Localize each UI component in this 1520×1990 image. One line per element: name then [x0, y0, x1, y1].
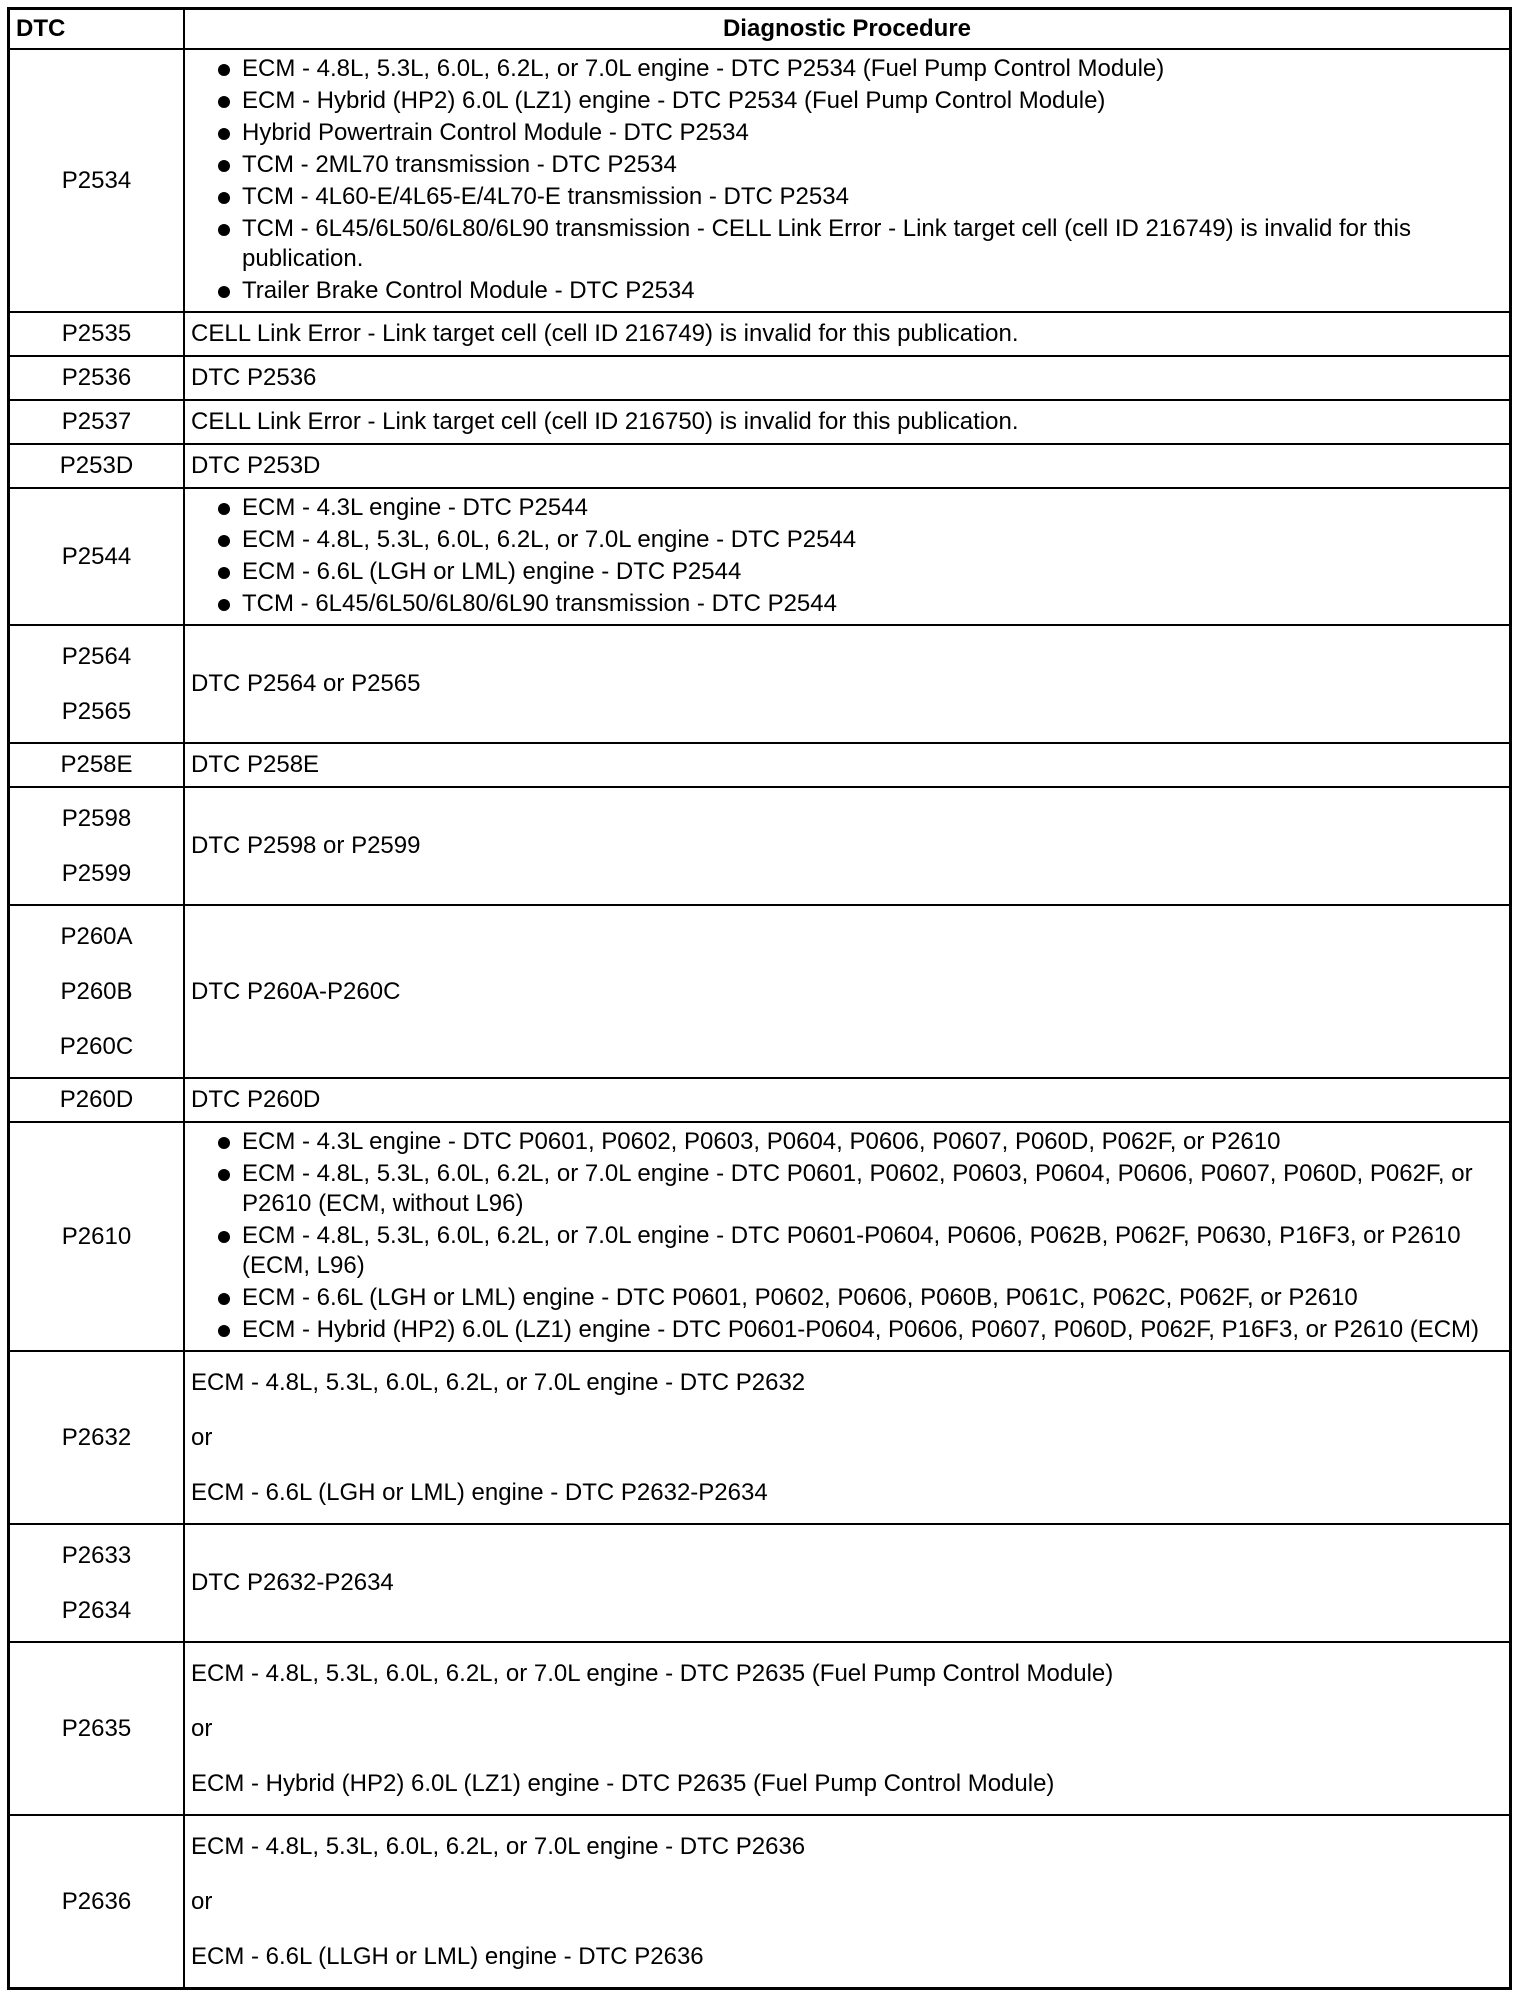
- bullet-dot-icon: [218, 1325, 230, 1337]
- dtc-code-cell: [9, 1524, 185, 1642]
- bullet-dot-icon: [218, 1231, 230, 1243]
- dtc-code: P2634: [61, 1597, 132, 1624]
- dtc-code: P2635: [61, 1714, 132, 1742]
- procedure-cell: [184, 312, 1511, 356]
- dtc-table: [7, 7, 1512, 1990]
- procedure-bullet-text: TCM - 4L60-E/4L65-E/4L70-E transmission - DTC P2534: [242, 183, 849, 210]
- procedure-cell: [184, 1642, 1511, 1815]
- procedure-cell: [184, 356, 1511, 400]
- bullet-dot-icon: [218, 96, 230, 108]
- procedure-bullet-list: [191, 54, 1499, 306]
- table-row: [9, 356, 1511, 400]
- procedure-bullet-text: ECM - 4.3L engine - DTC P2544: [242, 494, 588, 521]
- procedure-bullet-item: [215, 182, 1499, 212]
- procedure-bullet-text: ECM - 6.6L (LGH or LML) engine - DTC P0601, P0602, P0606, P060B, P061C, P062C, P062F, or P2610: [242, 1284, 1358, 1311]
- header-diagnostic-procedure: Diagnostic Procedure: [184, 9, 1511, 50]
- table-row: [9, 488, 1511, 625]
- procedure-alternative: ECM - Hybrid (HP2) 6.0L (LZ1) engine - DTC P2635 (Fuel Pump Control Module): [191, 1770, 1055, 1797]
- procedure-bullet-text: TCM - 6L45/6L50/6L80/6L90 transmission - DTC P2544: [242, 590, 837, 617]
- procedure-alternative: ECM - 4.8L, 5.3L, 6.0L, 6.2L, or 7.0L engine - DTC P2636: [191, 1833, 806, 1860]
- bullet-dot-icon: [218, 567, 230, 579]
- dtc-code: P260C: [59, 1033, 134, 1060]
- dtc-code-cell: [9, 1351, 185, 1524]
- dtc-code: P2535: [61, 320, 132, 347]
- procedure-text: DTC P258E: [191, 751, 320, 778]
- dtc-code: P2565: [61, 698, 132, 725]
- dtc-code-cell: [9, 1815, 185, 1989]
- procedure-alternative: ECM - 6.6L (LLGH or LML) engine - DTC P2636: [191, 1943, 704, 1970]
- dtc-code-cell: [9, 1122, 185, 1351]
- bullet-dot-icon: [218, 1169, 230, 1181]
- dtc-code: P2544: [61, 542, 132, 570]
- procedure-text: DTC P2598 or P2599: [191, 832, 421, 859]
- procedure-text: DTC P2564 or P2565: [191, 670, 421, 697]
- dtc-code-cell: [9, 356, 185, 400]
- procedure-cell: [184, 1122, 1511, 1351]
- procedure-text: CELL Link Error - Link target cell (cell ID 216750) is invalid for this publication.: [191, 408, 1019, 435]
- table-row: [9, 49, 1511, 312]
- procedure-bullet-text: TCM - 6L45/6L50/6L80/6L90 transmission - CELL Link Error - Link target cell (cell ID 216749) is invalid for this publication.: [242, 215, 1411, 272]
- procedure-cell: [184, 400, 1511, 444]
- dtc-code: P2610: [61, 1222, 132, 1250]
- procedure-bullet-item: [215, 86, 1499, 116]
- dtc-code: P2598: [61, 805, 132, 832]
- procedure-bullet-text: ECM - 4.8L, 5.3L, 6.0L, 6.2L, or 7.0L engine - DTC P2544: [242, 526, 857, 553]
- dtc-code: P2636: [61, 1887, 132, 1915]
- dtc-code: P2536: [61, 364, 132, 391]
- bullet-dot-icon: [218, 1293, 230, 1305]
- bullet-dot-icon: [218, 64, 230, 76]
- dtc-code-cell: [9, 444, 185, 488]
- bullet-dot-icon: [218, 503, 230, 515]
- procedure-or-separator: or: [191, 1424, 213, 1451]
- dtc-code-cell: [9, 1642, 185, 1815]
- dtc-table-sheet: [7, 7, 1512, 1990]
- procedure-bullet-item: [215, 1127, 1499, 1157]
- procedure-cell: [184, 787, 1511, 905]
- dtc-code-cell: [9, 1078, 185, 1122]
- procedure-text: DTC P260A-P260C: [191, 977, 401, 1005]
- dtc-code: P258E: [60, 751, 133, 778]
- procedure-bullet-item: [215, 589, 1499, 619]
- procedure-bullet-item: [215, 1283, 1499, 1313]
- header-dtc: DTC: [9, 9, 185, 50]
- table-row: [9, 1351, 1511, 1524]
- procedure-cell: [184, 488, 1511, 625]
- table-body: [9, 49, 1511, 1989]
- procedure-cell: [184, 905, 1511, 1078]
- procedure-or-separator: or: [191, 1888, 213, 1915]
- procedure-bullet-text: Hybrid Powertrain Control Module - DTC P2534: [242, 119, 749, 146]
- dtc-code-cell: [9, 488, 185, 625]
- table-row: [9, 1078, 1511, 1122]
- dtc-code: P2633: [61, 1542, 132, 1569]
- procedure-bullet-text: ECM - 4.8L, 5.3L, 6.0L, 6.2L, or 7.0L engine - DTC P0601-P0604, P0606, P062B, P062F, P0630, P16F3, or P2610 (ECM, L96): [242, 1222, 1461, 1279]
- dtc-code: P2534: [61, 166, 132, 194]
- procedure-bullet-text: ECM - 6.6L (LGH or LML) engine - DTC P2544: [242, 558, 742, 585]
- bullet-dot-icon: [218, 224, 230, 236]
- bullet-dot-icon: [218, 128, 230, 140]
- table-row: [9, 905, 1511, 1078]
- procedure-cell: [184, 1078, 1511, 1122]
- procedure-cell: [184, 1524, 1511, 1642]
- dtc-code: P260B: [60, 978, 133, 1005]
- table-row: [9, 400, 1511, 444]
- procedure-bullet-list: [191, 1127, 1499, 1345]
- procedure-bullet-text: ECM - 4.8L, 5.3L, 6.0L, 6.2L, or 7.0L engine - DTC P0601, P0602, P0603, P0604, P0606, P0607, P060D, P062F, or P2610 (ECM, without L96): [242, 1160, 1473, 1217]
- table-row: [9, 1524, 1511, 1642]
- procedure-alternative: ECM - 4.8L, 5.3L, 6.0L, 6.2L, or 7.0L engine - DTC P2635 (Fuel Pump Control Module): [191, 1660, 1114, 1687]
- table-header-row: [9, 9, 1511, 50]
- dtc-code-cell: [9, 400, 185, 444]
- procedure-bullet-text: ECM - 4.3L engine - DTC P0601, P0602, P0603, P0604, P0606, P0607, P060D, P062F, or P2610: [242, 1128, 1281, 1155]
- dtc-code-cell: [9, 787, 185, 905]
- procedure-alternatives: [191, 1355, 1499, 1520]
- procedure-bullet-list: [191, 493, 1499, 619]
- procedure-or-separator: or: [191, 1715, 213, 1742]
- bullet-dot-icon: [218, 192, 230, 204]
- procedure-cell: [184, 1815, 1511, 1989]
- procedure-bullet-item: [215, 557, 1499, 587]
- procedure-text: DTC P2632-P2634: [191, 1569, 394, 1596]
- dtc-code: P260D: [59, 1086, 134, 1113]
- dtc-code-cell: [9, 312, 185, 356]
- dtc-code: P2599: [61, 860, 132, 887]
- dtc-code: P2564: [61, 643, 132, 670]
- table-row: [9, 444, 1511, 488]
- procedure-text: DTC P253D: [191, 452, 321, 479]
- table-row: [9, 1815, 1511, 1989]
- dtc-code: P2537: [61, 408, 132, 435]
- dtc-code-cell: [9, 49, 185, 312]
- procedure-bullet-item: [215, 150, 1499, 180]
- procedure-bullet-text: ECM - 4.8L, 5.3L, 6.0L, 6.2L, or 7.0L engine - DTC P2534 (Fuel Pump Control Module): [242, 55, 1165, 82]
- procedure-cell: [184, 1351, 1511, 1524]
- procedure-bullet-text: ECM - Hybrid (HP2) 6.0L (LZ1) engine - DTC P0601-P0604, P0606, P0607, P060D, P062F, P16F3, or P2610 (ECM): [242, 1316, 1480, 1343]
- procedure-alternative: ECM - 6.6L (LGH or LML) engine - DTC P2632-P2634: [191, 1479, 768, 1506]
- procedure-bullet-item: [215, 214, 1499, 274]
- bullet-dot-icon: [218, 1137, 230, 1149]
- procedure-text: CELL Link Error - Link target cell (cell ID 216749) is invalid for this publication.: [191, 320, 1019, 347]
- table-row: [9, 1122, 1511, 1351]
- procedure-cell: [184, 444, 1511, 488]
- bullet-dot-icon: [218, 286, 230, 298]
- dtc-code: P260A: [60, 923, 133, 950]
- procedure-bullet-item: [215, 54, 1499, 84]
- procedure-cell: [184, 743, 1511, 787]
- procedure-bullet-text: ECM - Hybrid (HP2) 6.0L (LZ1) engine - DTC P2534 (Fuel Pump Control Module): [242, 87, 1106, 114]
- procedure-bullet-item: [215, 1159, 1499, 1219]
- table-row: [9, 312, 1511, 356]
- table-row: [9, 625, 1511, 743]
- table-row: [9, 1642, 1511, 1815]
- procedure-bullet-text: Trailer Brake Control Module - DTC P2534: [242, 277, 695, 304]
- bullet-dot-icon: [218, 160, 230, 172]
- procedure-alternatives: [191, 1646, 1499, 1811]
- procedure-bullet-item: [215, 525, 1499, 555]
- dtc-code: P253D: [59, 452, 134, 479]
- procedure-bullet-item: [215, 276, 1499, 306]
- procedure-cell: [184, 49, 1511, 312]
- procedure-cell: [184, 625, 1511, 743]
- dtc-code: P2632: [61, 1423, 132, 1451]
- procedure-bullet-item: [215, 493, 1499, 523]
- procedure-bullet-item: [215, 1315, 1499, 1345]
- bullet-dot-icon: [218, 599, 230, 611]
- bullet-dot-icon: [218, 535, 230, 547]
- procedure-bullet-text: TCM - 2ML70 transmission - DTC P2534: [242, 151, 677, 178]
- procedure-text: DTC P2536: [191, 364, 317, 391]
- procedure-bullet-item: [215, 118, 1499, 148]
- dtc-code-cell: [9, 905, 185, 1078]
- procedure-alternative: ECM - 4.8L, 5.3L, 6.0L, 6.2L, or 7.0L engine - DTC P2632: [191, 1369, 806, 1396]
- dtc-code-cell: [9, 625, 185, 743]
- table-row: [9, 787, 1511, 905]
- dtc-code-cell: [9, 743, 185, 787]
- procedure-alternatives: [191, 1819, 1499, 1984]
- procedure-bullet-item: [215, 1221, 1499, 1281]
- procedure-text: DTC P260D: [191, 1086, 321, 1113]
- table-row: [9, 743, 1511, 787]
